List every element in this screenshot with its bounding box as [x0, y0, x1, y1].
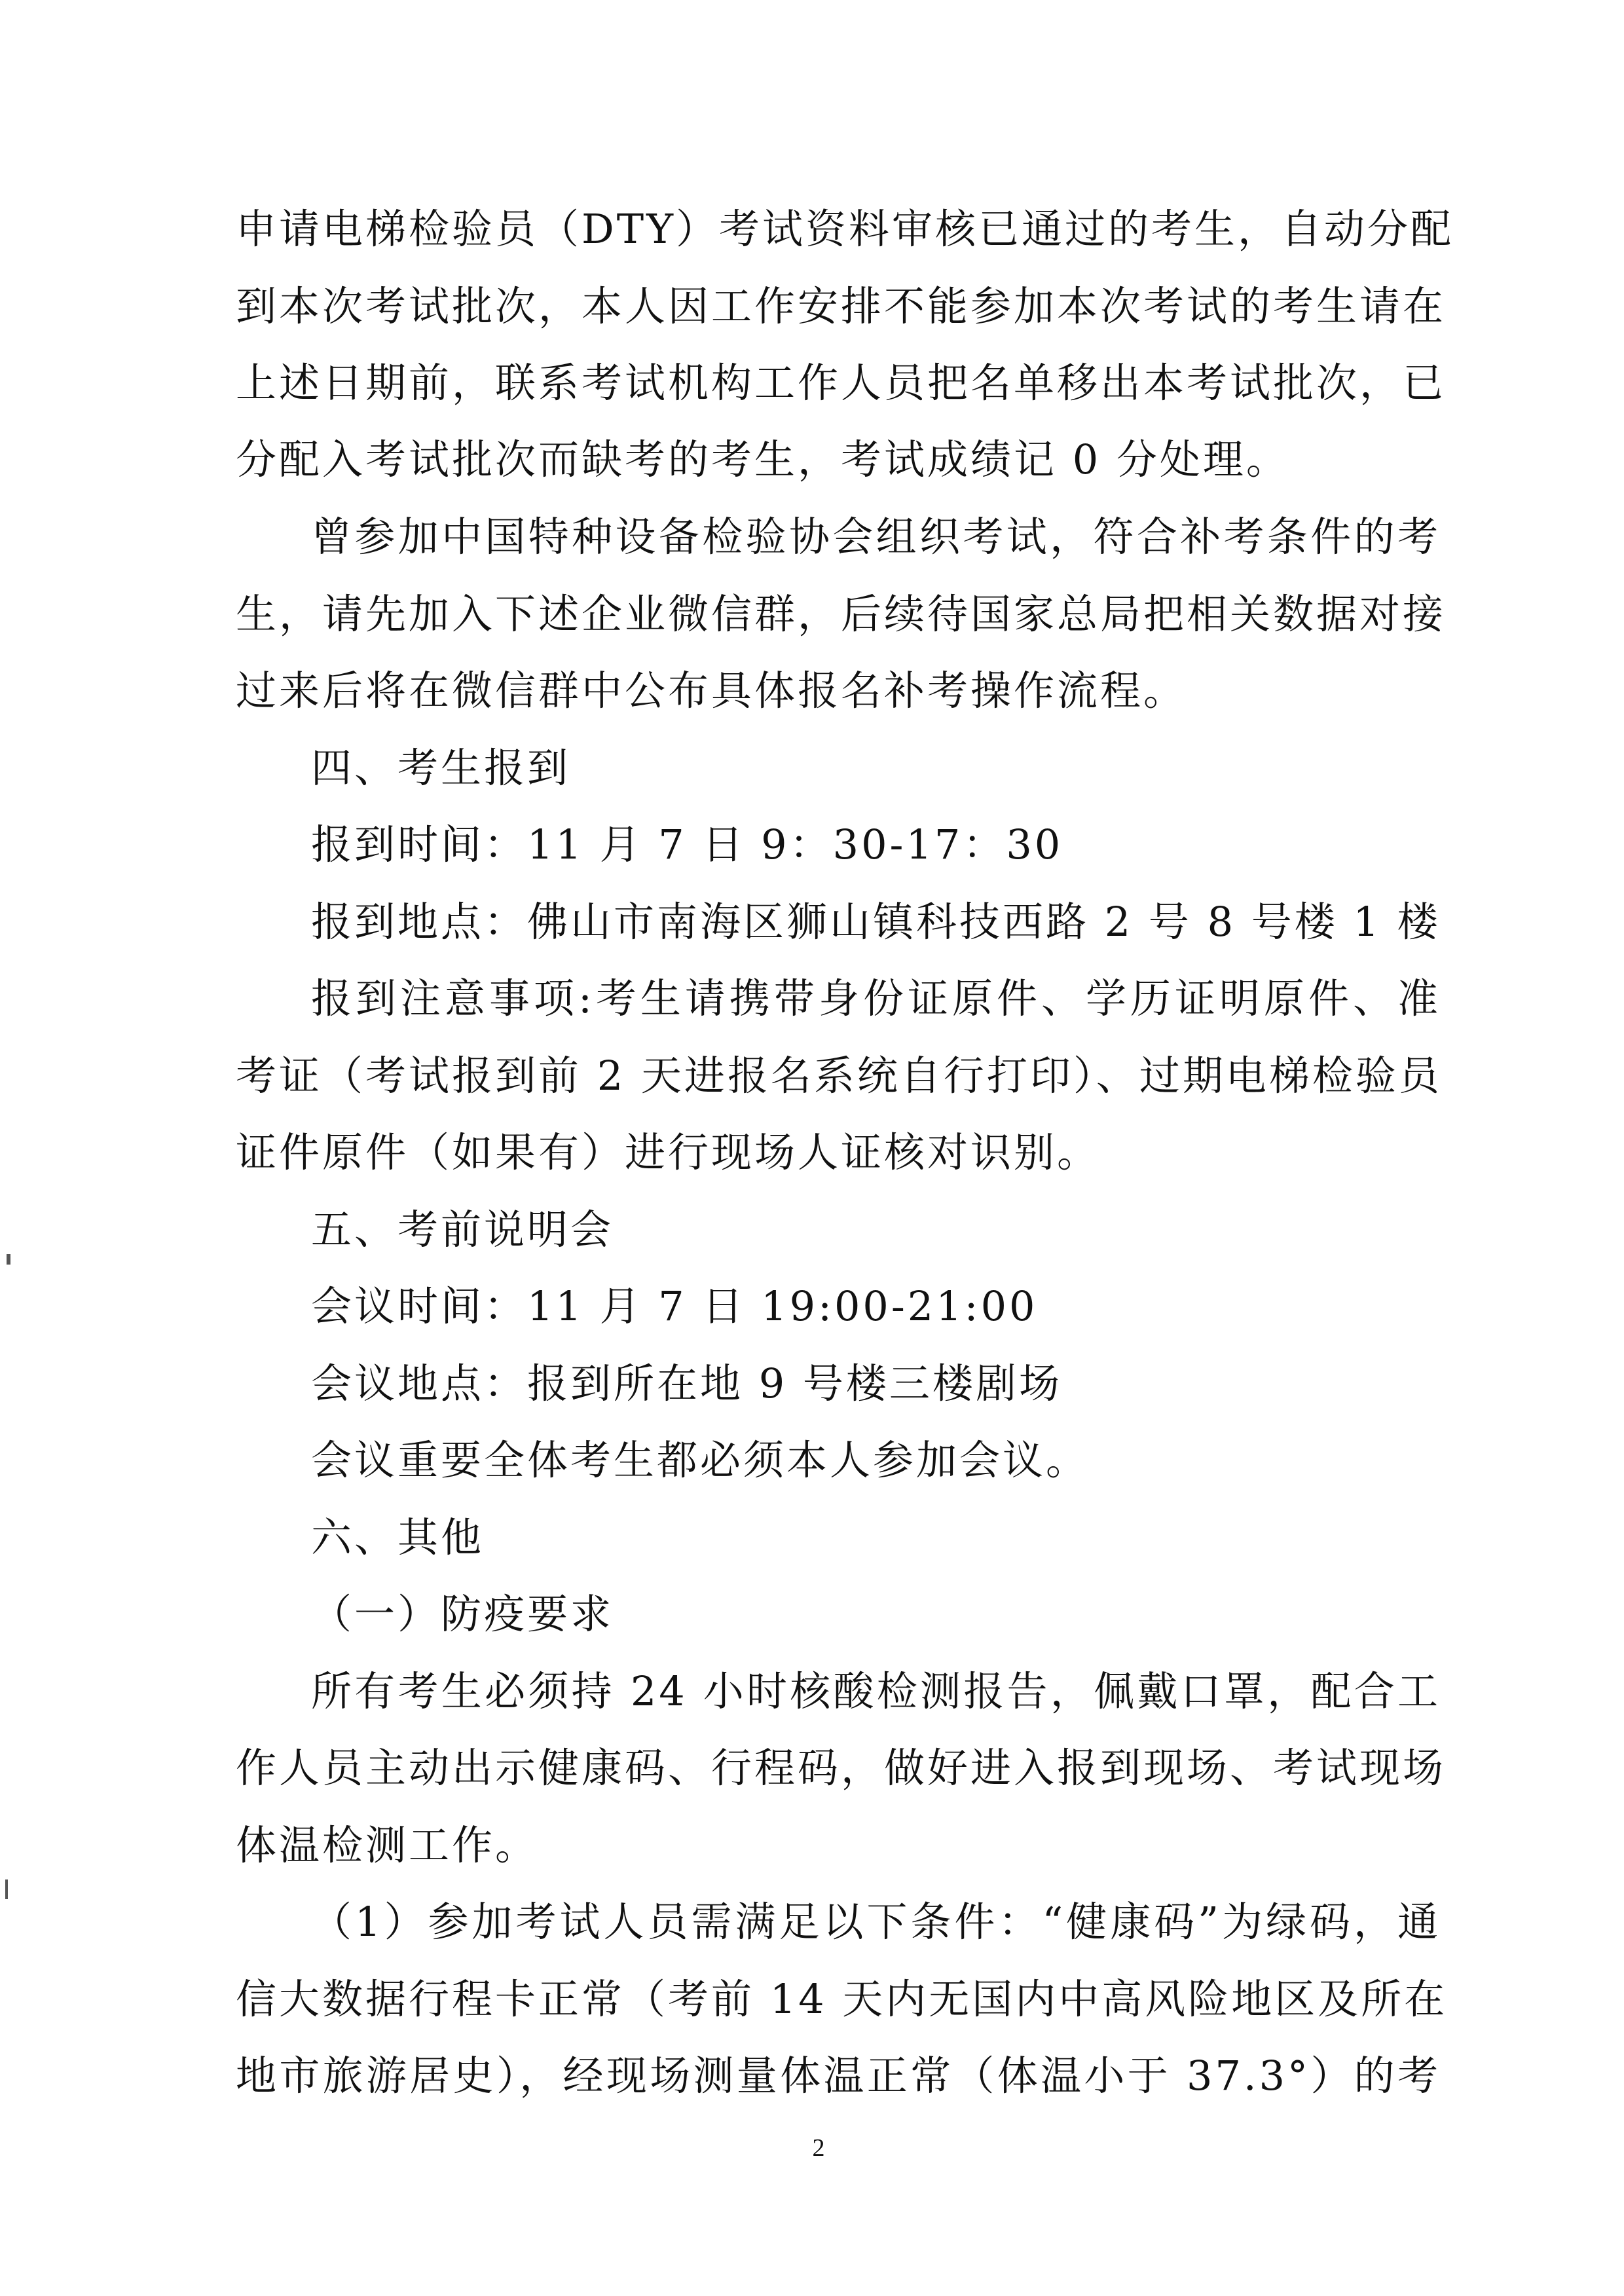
paragraph-line: 生，请先加入下述企业微信群，后续待国家总局把相关数据对接 — [236, 590, 1447, 638]
paragraph-line: 申请电梯检验员（DTY）考试资料审核已通过的考生，自动分配 — [236, 205, 1454, 253]
paragraph-line: 作人员主动出示健康码、行程码，做好进入报到现场、考试现场 — [236, 1744, 1447, 1792]
paragraph-line: 到本次考试批次，本人因工作安排不能参加本次考试的考生请在 — [236, 282, 1447, 330]
section-heading: 五、考前说明会 — [311, 1206, 614, 1253]
paragraph-line: 过来后将在微信群中公布具体报名补考操作流程。 — [236, 667, 1187, 714]
scan-artifact — [5, 1879, 8, 1899]
paragraph-line: 体温检测工作。 — [236, 1821, 539, 1869]
paragraph-line: 所有考生必须持 24 小时核酸检测报告，佩戴口罩，配合工 — [311, 1667, 1441, 1715]
paragraph-line: 信大数据行程卡正常（考前 14 天内无国内中高风险地区及所在 — [236, 1975, 1448, 2023]
section-heading: 六、其他 — [311, 1513, 485, 1561]
paragraph-line: 曾参加中国特种设备检验协会组织考试，符合补考条件的考 — [311, 513, 1441, 561]
paragraph-line: 报到时间：11 月 7 日 9：30-17：30 — [311, 821, 1063, 868]
scan-artifact — [7, 1254, 10, 1265]
paragraph-line: 证件原件（如果有）进行现场人证核对识别。 — [236, 1128, 1101, 1176]
paragraph-line: （1）参加考试人员需满足以下条件：“健康码”为绿码，通 — [311, 1898, 1441, 1946]
paragraph-line: 报到地点：佛山市南海区狮山镇科技西路 2 号 8 号楼 1 楼 — [311, 898, 1441, 946]
paragraph-line: 分配入考试批次而缺考的考生，考试成绩记 0 分处理。 — [236, 435, 1289, 483]
paragraph-line: 地市旅游居史），经现场测量体温正常（体温小于 37.3°）的考 — [236, 2052, 1441, 2100]
page-number: 2 — [812, 2134, 825, 2162]
paragraph-line: 报到注意事项:考生请携带身份证原件、学历证明原件、准 — [311, 974, 1441, 1022]
section-heading: 四、考生报到 — [311, 744, 571, 792]
paragraph-line: 上述日期前，联系考试机构工作人员把名单移出本考试批次，已 — [236, 359, 1447, 407]
paragraph-line: 会议重要全体考生都必须本人参加会议。 — [311, 1436, 1090, 1484]
paragraph-line: 会议地点：报到所在地 9 号楼三楼剧场 — [311, 1360, 1062, 1407]
subsection-heading: （一）防疫要求 — [311, 1590, 614, 1638]
paragraph-line: 会议时间：11 月 7 日 19:00-21:00 — [311, 1282, 1038, 1330]
paragraph-line: 考证（考试报到前 2 天进报名系统自行打印）、过期电梯检验员 — [236, 1052, 1442, 1100]
